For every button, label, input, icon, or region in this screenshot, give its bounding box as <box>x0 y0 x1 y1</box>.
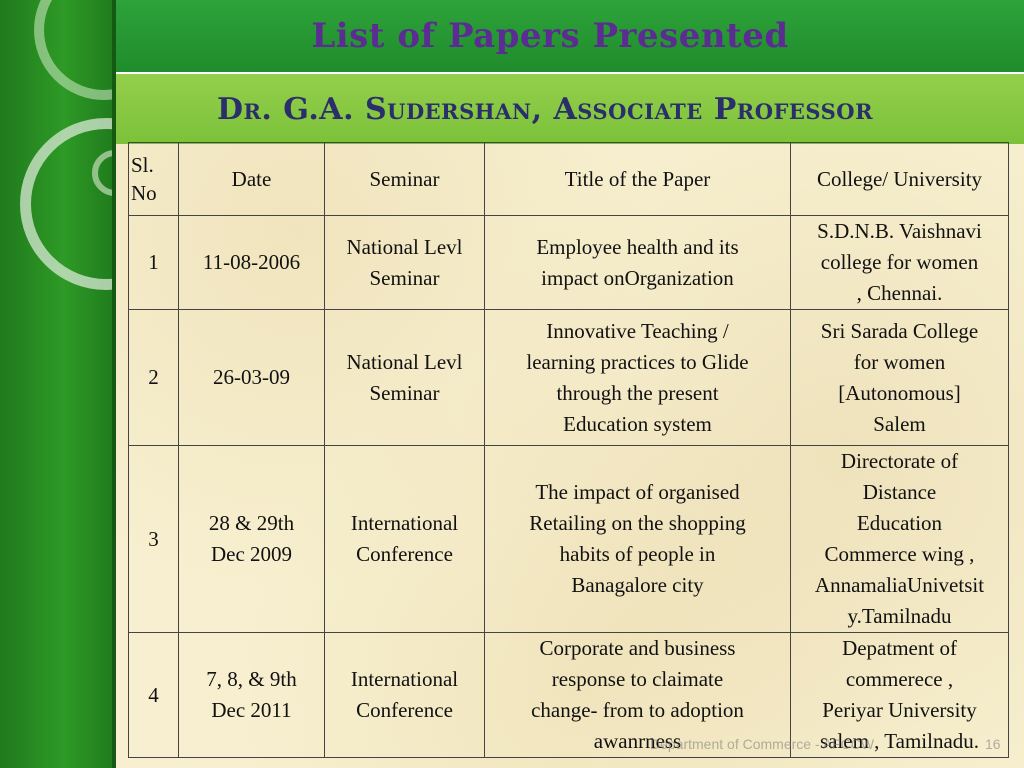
slide-footer: Department of Commerce - AFCCW <box>650 736 875 752</box>
cell-date: 11-08-2006 <box>179 216 325 310</box>
cell-college: S.D.N.B. Vaishnavi college for women , Chennai. <box>791 216 1009 310</box>
cell-title: The impact of organised Retailing on the shopping habits of people in Banagalore city <box>485 446 791 633</box>
slide-title: List of Papers Presented <box>311 16 789 56</box>
cell-sl-no: 1 <box>129 216 179 310</box>
cell-date: 28 & 29th Dec 2009 <box>179 446 325 633</box>
cell-title: Corporate and business response to claimate change- from to adoption awanrness <box>485 633 791 758</box>
cell-college: Sri Sarada College for women [Autonomous] Salem <box>791 310 1009 446</box>
cell-sl-no: 4 <box>129 633 179 758</box>
cell-title: Employee health and its impact onOrganization <box>485 216 791 310</box>
header-title: Title of the Paper <box>485 143 791 216</box>
header-college: College/ University <box>791 143 1009 216</box>
cell-title: Innovative Teaching / learning practices to Glide through the present Education system <box>485 310 791 446</box>
cell-sl-no: 3 <box>129 446 179 633</box>
left-decorative-strip <box>0 0 116 768</box>
table-row <box>129 446 1009 633</box>
cell-date: 7, 8, & 9th Dec 2011 <box>179 633 325 758</box>
cell-seminar: National Levl Seminar <box>325 216 485 310</box>
header-seminar: Seminar <box>325 143 485 216</box>
decorative-ring <box>20 118 116 290</box>
table-row <box>129 633 1009 758</box>
page-number: 16 <box>985 736 1001 752</box>
papers-table-container <box>128 142 1008 758</box>
decorative-ring <box>34 0 116 100</box>
table-header-row <box>129 143 1009 216</box>
papers-table <box>128 142 1009 758</box>
title-bar <box>116 0 1024 72</box>
cell-seminar: International Conference <box>325 633 485 758</box>
cell-college: Directorate of Distance Education Commerce wing , AnnamaliaUnivetsit y.Tamilnadu <box>791 446 1009 633</box>
cell-college: Depatment of commerece , Periyar University salem , Tamilnadu. <box>791 633 1009 758</box>
slide-subtitle: Dr. G.A. Sudershan, Associate Professor <box>216 91 874 127</box>
cell-sl-no: 2 <box>129 310 179 446</box>
cell-seminar: National Levl Seminar <box>325 310 485 446</box>
header-date: Date <box>179 143 325 216</box>
cell-date: 26-03-09 <box>179 310 325 446</box>
table-row <box>129 216 1009 310</box>
subtitle-bar <box>116 72 1024 144</box>
cell-seminar: International Conference <box>325 446 485 633</box>
table-row <box>129 310 1009 446</box>
header-sl-no: Sl. No <box>129 143 179 216</box>
